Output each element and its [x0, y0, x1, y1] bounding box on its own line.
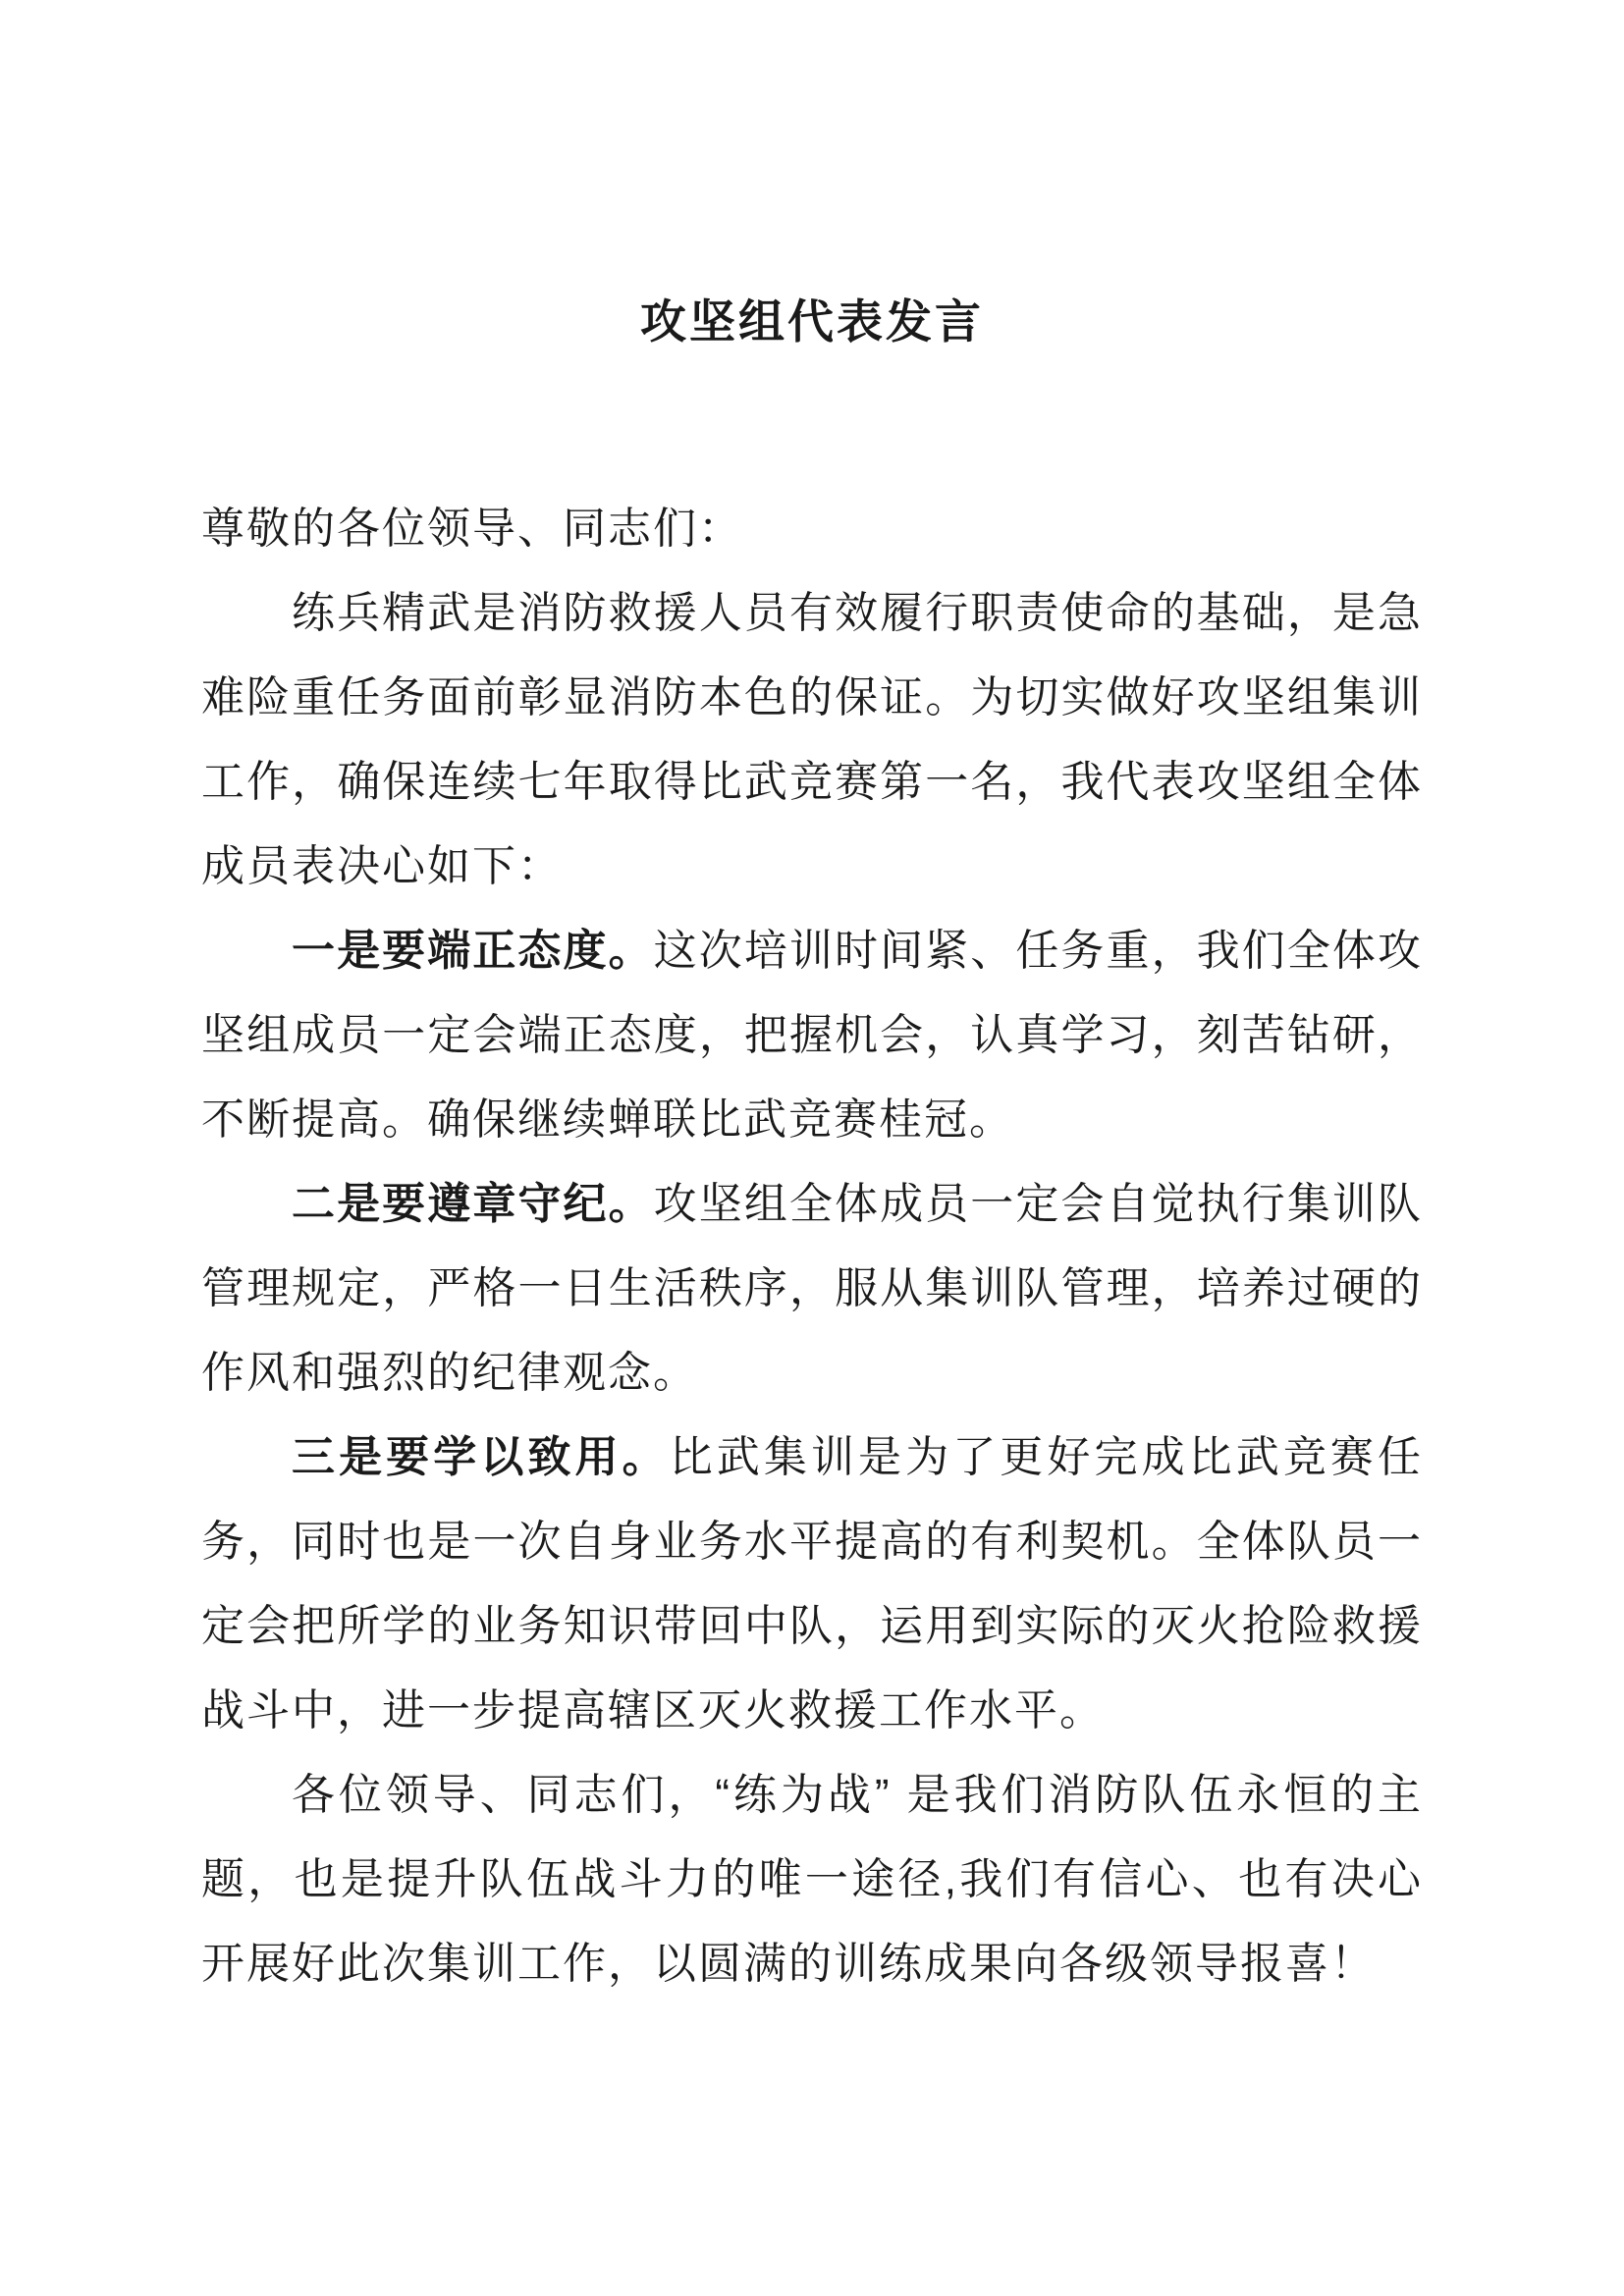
- paragraph-text: 各位领导、同志们，“练为战” 是我们消防队伍永恒的主题，也是提升队伍战斗力的唯一途径,我们有信心、也有决心开展好此次集训工作，以圆满的训练成果向各级领导报喜！: [201, 1771, 1423, 1989]
- paragraph-intro: [201, 571, 1423, 909]
- paragraph-text: 攻坚组全体成员一定会自觉执行集训队管理规定，严格一日生活秩序，服从集训队管理，培养过硬的作风和强烈的纪律观念。: [201, 1180, 1424, 1398]
- salutation-line: 尊敬的各位领导、同志们：: [201, 505, 743, 554]
- paragraph-text: 比武集训是为了更好完成比武竞赛任务，同时也是一次自身业务水平提高的有利契机。全体队员一定会把所学的业务知识带回中队，运用到实际的灭火抢险救援战斗中，进一步提高辖区灭火救援工作水平。: [201, 1433, 1424, 1735]
- document-title: 攻坚组代表发言: [640, 295, 984, 347]
- paragraph-closing: [201, 1753, 1423, 2006]
- paragraph-text: 这次培训时间紧、任务重，我们全体攻坚组成员一定会端正态度，把握机会，认真学习，刻苦钻研，不断提高。确保继续蝉联比武竞赛桂冠。: [201, 927, 1424, 1145]
- paragraph-text: 练兵精武是消防救援人员有效履行职责使命的基础，是急难险重任务面前彰显消防本色的保证。为切实做好攻坚组集训工作，确保连续七年取得比武竞赛第一名，我代表攻坚组全体成员表决心如下：: [201, 589, 1423, 891]
- paragraph-point-1: [201, 909, 1423, 1162]
- paragraph-point-3: [201, 1415, 1423, 1753]
- paragraph-lead: 二是要遵章守纪。: [292, 1180, 654, 1229]
- paragraph-lead: 三是要学以致用。: [292, 1433, 670, 1482]
- paragraph-lead: 一是要端正态度。: [292, 927, 654, 976]
- paragraph-point-2: [201, 1162, 1423, 1415]
